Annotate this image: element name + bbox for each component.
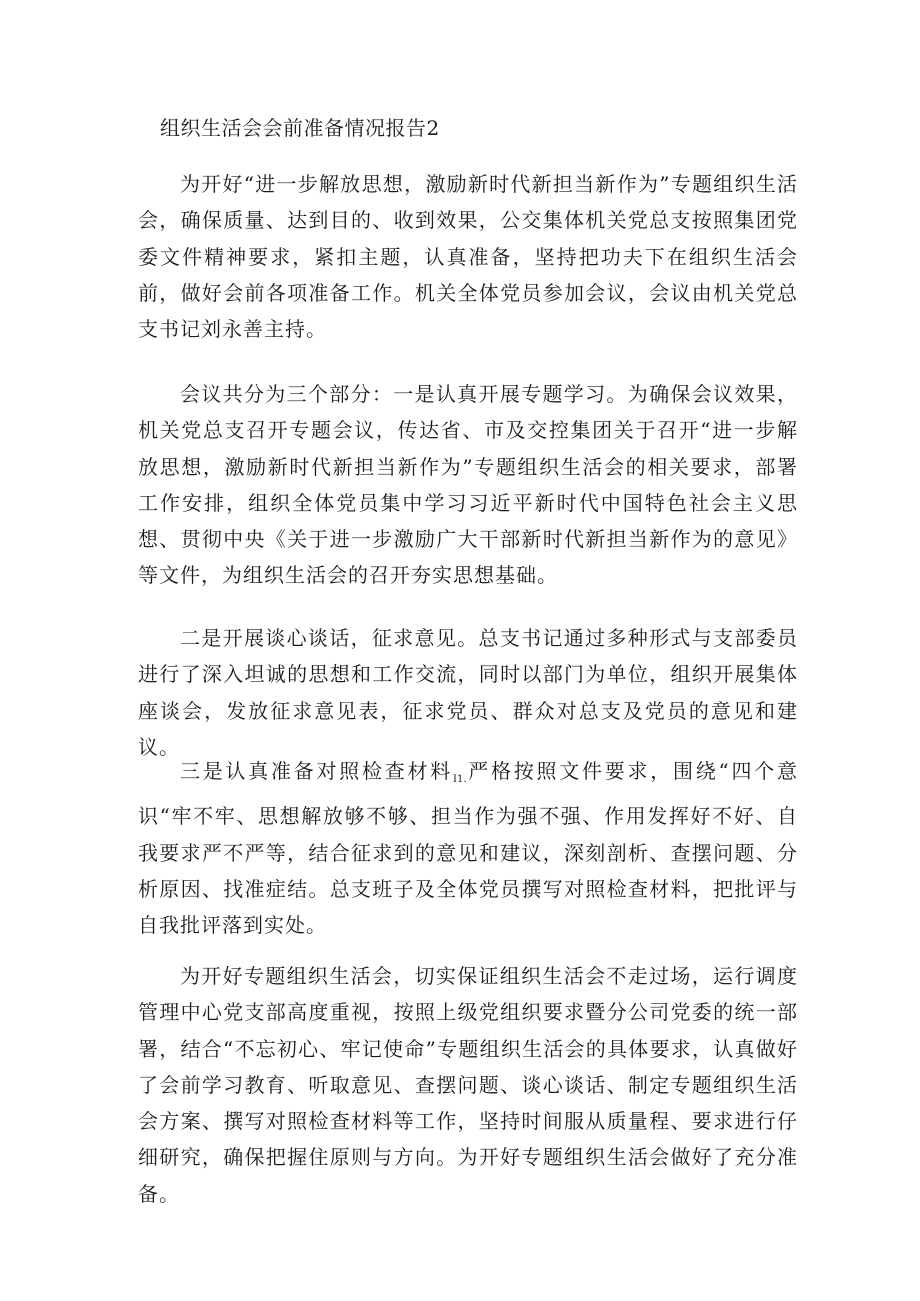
paragraph-meeting-parts: 会议共分为三个部分：一是认真开展专题学习。为确保会议效果，机关党总支召开专题会议，传达省、市及交控集团关于召开“进一步解放思想，激励新时代新担当新作为”专题组织生活会的相关要求，部署工作安排，组织全体党员集中学习习近平新时代中国特色社会主义思想、贯彻中央《关于进一步激励广大干部新时代新担当新作为的意见》等文件，为组织生活会的召开夯实思想基础。 <box>138 382 798 588</box>
paragraph-self-check-materials <box>138 753 798 943</box>
paragraph-heart-to-heart-talks: 二是开展谈心谈话，征求意见。总支书记通过多种形式与支部委员进行了深入坦诚的思想和工作交流，同时以部门为单位，组织开展集体座谈会，发放征求意见表，征求党员、群众对总支及党员的意见和建议。 <box>138 626 798 759</box>
paragraph-preparation-intro: 为开好“进一步解放思想，激励新时代新担当新作为”专题组织生活会，确保质量、达到目的、收到效果，公交集体机关党总支按照集团党委文件精神要求，紧扣主题，认真准备，坚持把功夫下在组织生活会前，做好会前各项准备工作。机关全体党员参加会议，会议由机关党总支书记刘永善主持。 <box>138 172 798 342</box>
paragraph-branch-preparation: 为开好专题组织生活会，切实保证组织生活会不走过场，运行调度管理中心党支部高度重视，按照上级党组织要求暨分公司党委的统一部署，结合“不忘初心、牢记使命”专题组织生活会的具体要求，认真做好了会前学习教育、听取意见、查摆问题、谈心谈话、制定专题组织生活会方案、撰写对照检查材料等工作，坚持时间服从质量程、要求进行仔细研究，确保把握住原则与方向。为开好专题组织生活会做好了充分准备。 <box>138 964 798 1206</box>
document-title: 组织生活会会前准备情况报告2 <box>160 116 440 140</box>
paragraph-text-rest: 严格按照文件要求，围绕“四个意识“牢不牢、思想解放够不够、担当作为强不强、作用发挥好不好、自我要求严不严等，结合征求到的意见和建议，深刻剖析、查摆问题、分析原因、找准症结。总支班子及全体党员撰写对照检查材料，把批评与自我批评落到实处。 <box>138 759 798 938</box>
paragraph-text-start: 三是认真准备对照检查材料 <box>180 759 454 783</box>
footnote-marker: I1. <box>453 774 467 785</box>
